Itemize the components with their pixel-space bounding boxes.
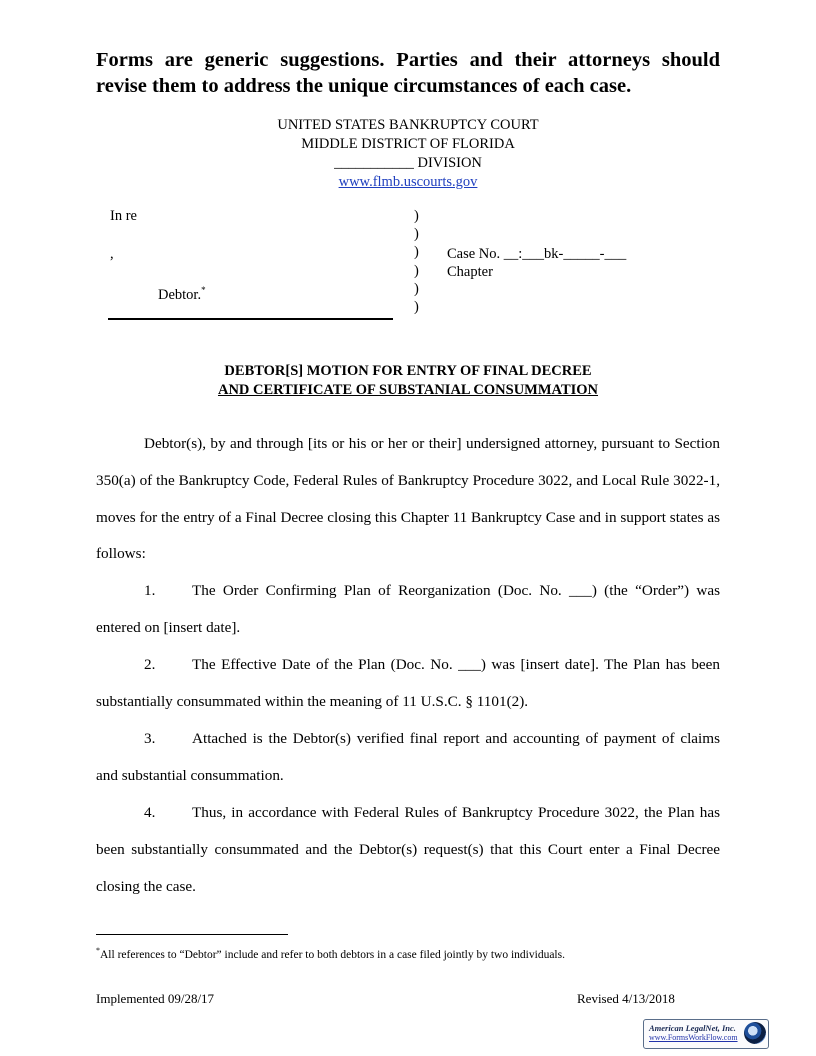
- implemented-date: Implemented 09/28/17: [96, 991, 215, 1006]
- numbered-paragraph-2: 2. The Effective Date of the Plan (Doc. No. ___) was [insert date]. The Plan has been substantially consummated within the meaning of 11 U.S.C. § 1101(2).: [96, 647, 720, 721]
- intro-paragraph: Debtor(s), by and through [its or his or her or their] undersigned attorney, pursuant to Section 350(a) of the Bankruptcy Code, Federal Rules of Bankruptcy Procedure 3022, and Local Rule 3022-1, moves for the entry of a Final Decree closing this Chapter 11 Bankruptcy Case and in support states as follows:: [96, 435, 720, 563]
- caption-divider: [108, 318, 393, 320]
- disclaimer-heading: Forms are generic suggestions. Parties and their attorneys should revise them to address the unique circumstances of each case.: [96, 49, 720, 97]
- court-district: MIDDLE DISTRICT OF FLORIDA: [301, 136, 515, 152]
- debtor-label: Debtor.*: [158, 285, 206, 303]
- logo-company-name: American LegalNet, Inc.: [649, 1023, 736, 1033]
- paragraph-number: 3.: [144, 730, 156, 747]
- court-division: ___________ DIVISION: [334, 155, 482, 171]
- paren: ): [414, 226, 419, 243]
- paragraph-number: 1.: [144, 582, 156, 599]
- paren: ): [414, 262, 419, 279]
- motion-title: [0, 362, 816, 400]
- paren: ): [414, 280, 419, 297]
- title-line-1: DEBTOR[S] MOTION FOR ENTRY OF FINAL DECREE: [224, 363, 592, 379]
- footnote-divider: [96, 934, 288, 935]
- numbered-paragraph-1: 1. The Order Confirming Plan of Reorganization (Doc. No. ___) (the “Order”) was entered on [insert date].: [96, 573, 720, 647]
- revised-date: Revised 4/13/2018: [577, 991, 675, 1006]
- debtor-name-blank: ,: [110, 246, 114, 262]
- paren: ): [414, 298, 419, 315]
- numbered-paragraph-4: 4. Thus, in accordance with Federal Rules of Bankruptcy Procedure 3022, the Plan has been substantially consummated and the Debtor(s) request(s) that this Court enter a Final Decree closing the case.: [96, 795, 720, 905]
- court-website-link[interactable]: www.flmb.uscourts.gov: [338, 174, 478, 190]
- in-re-label: In re: [110, 208, 137, 224]
- paragraph-number: 4.: [144, 804, 156, 821]
- court-name: UNITED STATES BANKRUPTCY COURT: [277, 117, 539, 133]
- american-legalnet-logo[interactable]: [643, 1019, 769, 1049]
- footnote: *All references to “Debtor” include and refer to both debtors in a case filed jointly by two individuals.: [96, 946, 565, 961]
- footnote-marker: *: [201, 285, 206, 295]
- case-number: Case No. __:___bk-_____-___: [447, 246, 627, 262]
- court-header: [0, 116, 816, 192]
- chapter-label: Chapter: [447, 264, 493, 280]
- numbered-paragraph-3: 3. Attached is the Debtor(s) verified final report and accounting of payment of claims and substantial consummation.: [96, 721, 720, 795]
- caption-parentheses: [414, 207, 426, 316]
- globe-icon: [744, 1022, 766, 1044]
- title-line-2: AND CERTIFICATE OF SUBSTANIAL CONSUMMATION: [217, 382, 599, 398]
- paragraph-number: 2.: [144, 656, 156, 673]
- paren: ): [414, 208, 419, 224]
- case-info: [447, 245, 626, 281]
- paren: ): [414, 244, 419, 261]
- logo-website: www.FormsWorkFlow.com: [649, 1033, 738, 1042]
